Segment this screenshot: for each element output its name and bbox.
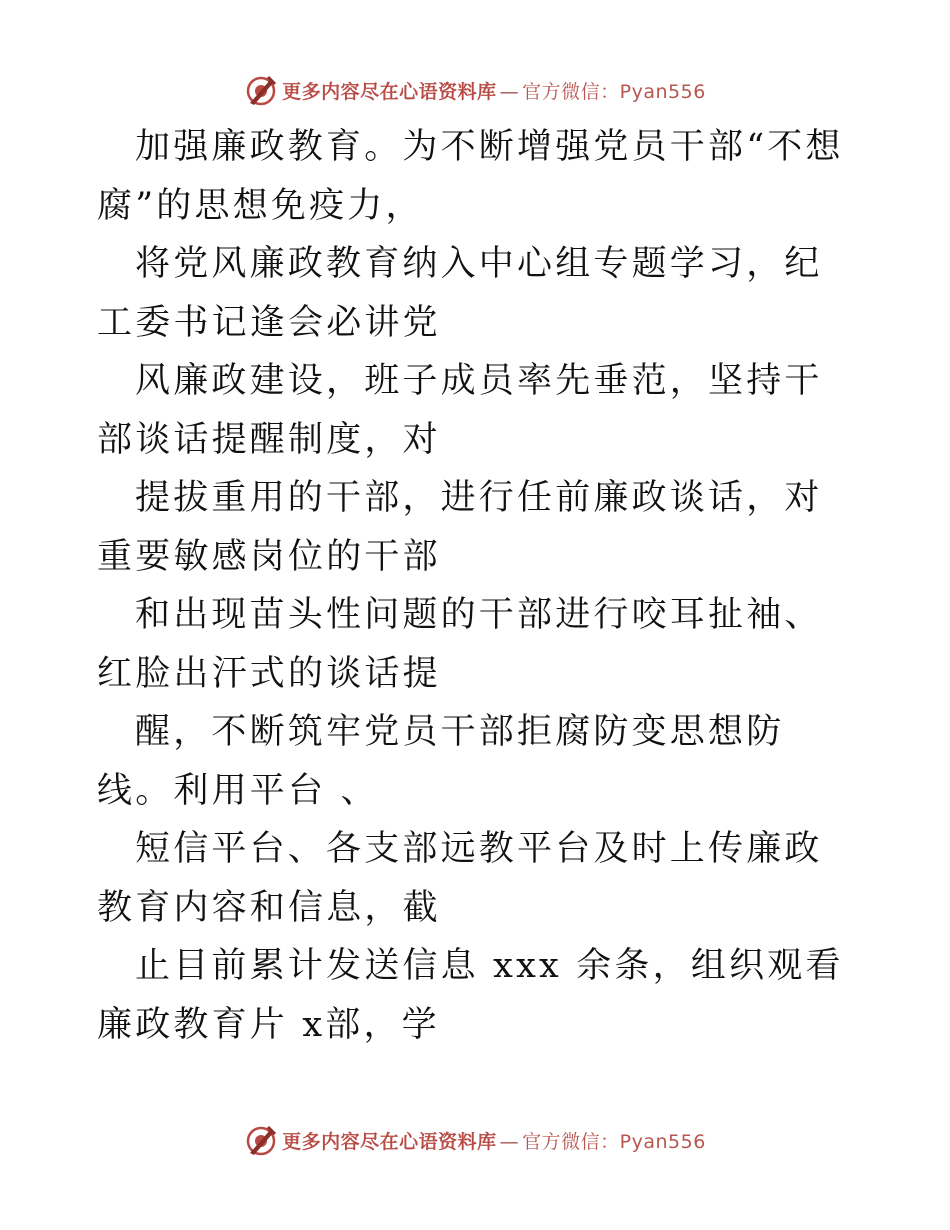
banner-text (282, 77, 706, 104)
wechat-id: 官方微信：Pyan556 (522, 80, 706, 103)
paragraph: 止目前累计发送信息 xxx 余条，组织观看廉政教育片 x部，学 (97, 946, 844, 1045)
paragraph: 醒，不断筑牢党员干部拒腐防变思想防线。利用平台 、 (97, 712, 785, 811)
site-name: 更多内容尽在心语资料库 (282, 1130, 497, 1153)
paragraph: 加强廉政教育。为不断增强党员干部“不想腐”的思想免疫力， (97, 127, 844, 226)
banner-separator: — (499, 1130, 520, 1153)
banner-text (282, 1127, 706, 1154)
site-name: 更多内容尽在心语资料库 (282, 80, 497, 103)
paragraph: 风廉政建设，班子成员率先垂范，坚持干部谈话提醒制度，对 (97, 361, 823, 460)
footer-banner (0, 1120, 950, 1160)
paragraph: 提拔重用的干部，进行任前廉政谈话，对重要敏感岗位的干部 (97, 478, 823, 577)
banner-separator: — (499, 80, 520, 103)
header-banner (0, 70, 950, 110)
wechat-id: 官方微信：Pyan556 (522, 1130, 706, 1153)
quill-seal-logo-icon (244, 73, 278, 107)
paragraph: 将党风廉政教育纳入中心组专题学习，纪工委书记逢会必讲党 (97, 244, 823, 343)
paragraph: 和出现苗头性问题的干部进行咬耳扯袖、红脸出汗式的谈话提 (97, 595, 823, 694)
quill-seal-logo-icon (244, 1123, 278, 1157)
document-body (97, 118, 857, 1054)
paragraph: 短信平台、各支部远教平台及时上传廉政教育内容和信息，截 (97, 829, 823, 928)
